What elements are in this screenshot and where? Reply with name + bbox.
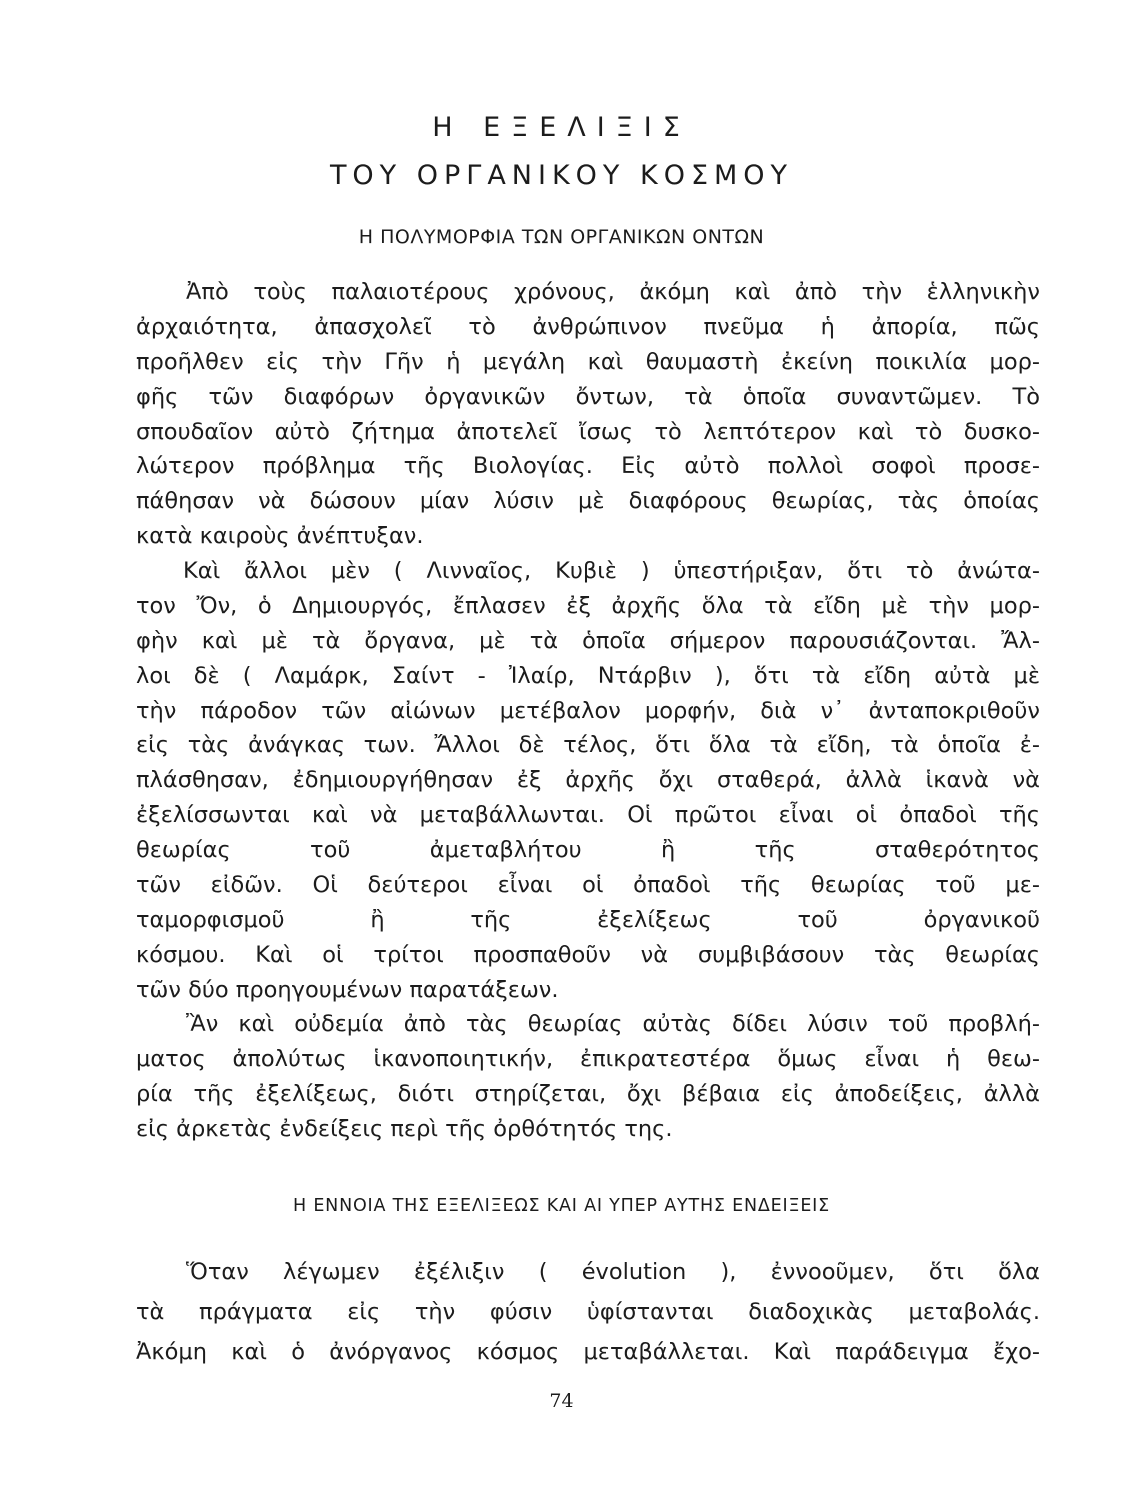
text-line: ρία τῆς ἐξελίξεως, διότι στηρίζεται, ὄχι βέβαια εἰς ἀποδείξεις, ἀλλὰ [136,1081,1040,1107]
section-heading-1: Η ΠΟΛΥΜΟΡΦΙΑ ΤΩΝ ΟΡΓΑΝΙΚΩΝ ΟΝΤΩΝ [358,226,765,248]
text-line: λοι δὲ ( Λαμάρκ, Σαίντ - Ἰλαίρ, Ντάρβιν ), ὅτι τὰ εἴδη αὐτὰ μὲ [136,663,1040,689]
text-line: ἐξελίσσωνται καὶ νὰ μεταβάλλωνται. Οἱ πρῶτοι εἶναι οἱ ὀπαδοὶ τῆς [136,802,1040,828]
text-line: Καὶ ἄλλοι μὲν ( Λινναῖος, Κυβιὲ ) ὑπεστήριξαν, ὅτι τὸ ἀνώτα- [183,558,1040,584]
text-line: εἰς ἀρκετὰς ἐνδείξεις περὶ τῆς ὀρθότητός της. [136,1116,673,1142]
text-line: πάθησαν νὰ δώσουν μίαν λύσιν μὲ διαφόρους θεωρίας, τὰς ὁποίας [136,488,1040,514]
text-line: πλάσθησαν, ἐδημιουργήθησαν ἐξ ἀρχῆς ὄχι σταθερά, ἀλλὰ ἱκανὰ νὰ [136,767,1040,793]
text-line: κόσμου. Καὶ οἱ τρίτοι προσπαθοῦν νὰ συμβιβάσουν τὰς θεωρίας [136,942,1040,968]
text-line: τον Ὄν, ὁ Δημιουργός, ἔπλασεν ἐξ ἀρχῆς ὅλα τὰ εἴδη μὲ τὴν μορ- [136,593,1040,619]
text-line: φὴν καὶ μὲ τὰ ὄργανα, μὲ τὰ ὁποῖα σήμερον παρουσιάζονται. Ἄλ- [136,628,1040,654]
text-line: εἰς τὰς ἀνάγκας των. Ἄλλοι δὲ τέλος, ὅτι ὅλα τὰ εἴδη, τὰ ὁποῖα ἐ- [136,732,1040,758]
page-number: 74 [549,1390,574,1412]
chapter-title-line-2: ΤΟΥ ΟΡΓΑΝΙΚΟΥ ΚΟΣΜΟΥ [329,160,794,191]
text-line: σπουδαῖον αὐτὸ ζήτημα ἀποτελεῖ ἴσως τὸ λεπτότερον καὶ τὸ δυσκο- [136,419,1040,445]
text-line: τῶν εἰδῶν. Οἱ δεύτεροι εἶναι οἱ ὀπαδοὶ τῆς θεωρίας τοῦ με- [136,872,1040,898]
text-line: Ἀκόμη καὶ ὁ ἀνόργανος κόσμος μεταβάλλεται. Καὶ παράδειγμα ἔχο- [136,1339,1040,1365]
section-heading-2: Η ΕΝΝΟΙΑ ΤΗΣ ΕΞΕΛΙΞΕΩΣ ΚΑΙ ΑΙ ΥΠΕΡ ΑΥΤΗΣ ΕΝΔΕΙΞΕΙΣ [293,1196,830,1216]
text-line: κατὰ καιροὺς ἀνέπτυξαν. [136,523,424,549]
text-line: ἀρχαιότητα, ἀπασχολεῖ τὸ ἀνθρώπινον πνεῦμα ἡ ἀπορία, πῶς [136,314,1040,340]
text-line: λώτερον πρόβλημα τῆς Βιολογίας. Εἰς αὐτὸ πολλοὶ σοφοὶ προσε- [136,453,1040,479]
text-line: ταμορφισμοῦ ἢ τῆς ἐξελίξεως τοῦ ὀργανικοῦ [136,907,1040,933]
text-line: τὰ πράγματα εἰς τὴν φύσιν ὑφίστανται διαδοχικὰς μεταβολάς. [136,1299,1040,1325]
text-line: Ἂν καὶ οὐδεμία ἀπὸ τὰς θεωρίας αὐτὰς δίδει λύσιν τοῦ προβλή- [186,1011,1040,1037]
text-line: θεωρίας τοῦ ἀμεταβλήτου ἢ τῆς σταθερότητος [136,837,1040,863]
text-line: προῆλθεν εἰς τὴν Γῆν ἡ μεγάλη καὶ θαυμαστὴ ἐκείνη ποικιλία μορ- [136,349,1040,375]
chapter-title-line-1: Η ΕΞΕΛΙΞΙΣ [432,112,691,143]
text-line: Ἀπὸ τοὺς παλαιοτέρους χρόνους, ἀκόμη καὶ ἀπὸ τὴν ἑλληνικὴν [186,279,1040,305]
text-line: Ὅταν λέγωμεν ἐξέλιξιν ( évolution ), ἐννοοῦμεν, ὅτι ὅλα [186,1259,1040,1285]
text-line: τῶν δύο προηγουμένων παρατάξεων. [136,977,559,1003]
text-line: τὴν πάροδον τῶν αἰώνων μετέβαλον μορφήν, διὰ ν᾿ ἀνταποκριθοῦν [136,698,1040,724]
text-line: φῆς τῶν διαφόρων ὀργανικῶν ὄντων, τὰ ὁποῖα συναντῶμεν. Τὸ [136,384,1040,410]
text-line: ματος ἀπολύτως ἱκανοποιητικήν, ἐπικρατεστέρα ὅμως εἶναι ἡ θεω- [136,1046,1040,1072]
